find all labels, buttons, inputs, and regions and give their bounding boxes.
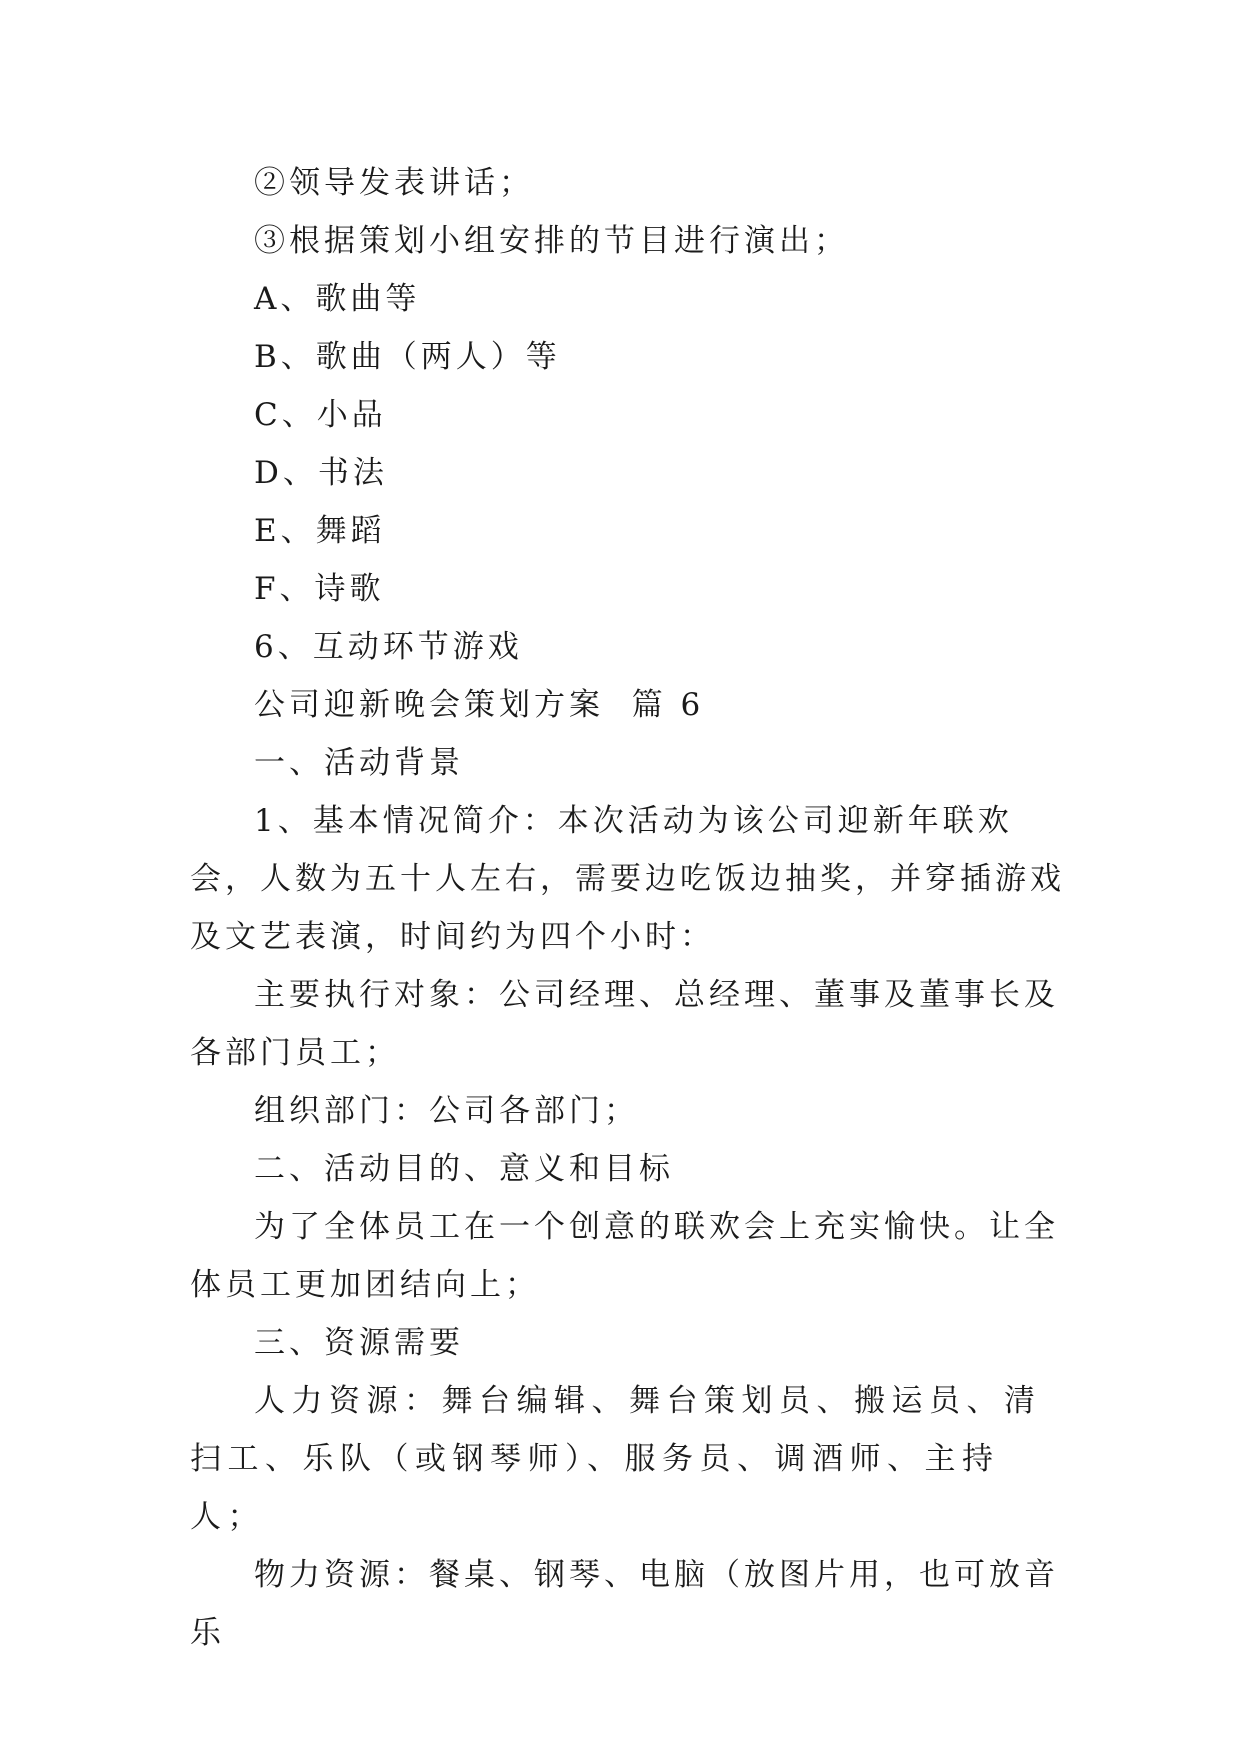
paragraph: 人力资源：舞台编辑、舞台策划员、搬运员、清扫工、乐队（或钢琴师）、服务员、调酒师、主持人； <box>190 1383 1042 1535</box>
section-heading: 一、活动背景 <box>254 745 464 781</box>
section-heading: 三、资源需要 <box>254 1325 464 1361</box>
list-item: D、书法 <box>254 455 388 491</box>
list-item: E、舞蹈 <box>254 513 386 549</box>
paragraph: 1、基本情况简介：本次活动为该公司迎新年联欢会，人数为五十人左右，需要边吃饭边抽奖，并穿插游戏及文艺表演，时间约为四个小时： <box>190 803 1065 955</box>
paragraph: 为了全体员工在一个创意的联欢会上充实愉快。让全体员工更加团结向上； <box>190 1209 1059 1303</box>
section-heading: 6、互动环节游戏 <box>254 629 523 665</box>
list-item: A、歌曲等 <box>254 281 421 317</box>
list-item: F、诗歌 <box>254 571 385 607</box>
section-heading: 二、活动目的、意义和目标 <box>254 1151 674 1187</box>
list-item: C、小品 <box>254 397 387 433</box>
paragraph: 组织部门：公司各部门； <box>254 1093 639 1129</box>
paragraph: 主要执行对象：公司经理、总经理、董事及董事长及各部门员工； <box>190 977 1059 1071</box>
paragraph: ②领导发表讲话； <box>254 165 534 201</box>
paragraph: 物力资源：餐桌、钢琴、电脑（放图片用，也可放音乐 <box>190 1557 1059 1651</box>
paragraph: ③根据策划小组安排的节目进行演出； <box>254 223 849 259</box>
list-item: B、歌曲（两人）等 <box>254 339 561 375</box>
document-body <box>190 154 1070 1662</box>
document-title: 公司迎新晚会策划方案 篇 6 <box>254 687 705 723</box>
